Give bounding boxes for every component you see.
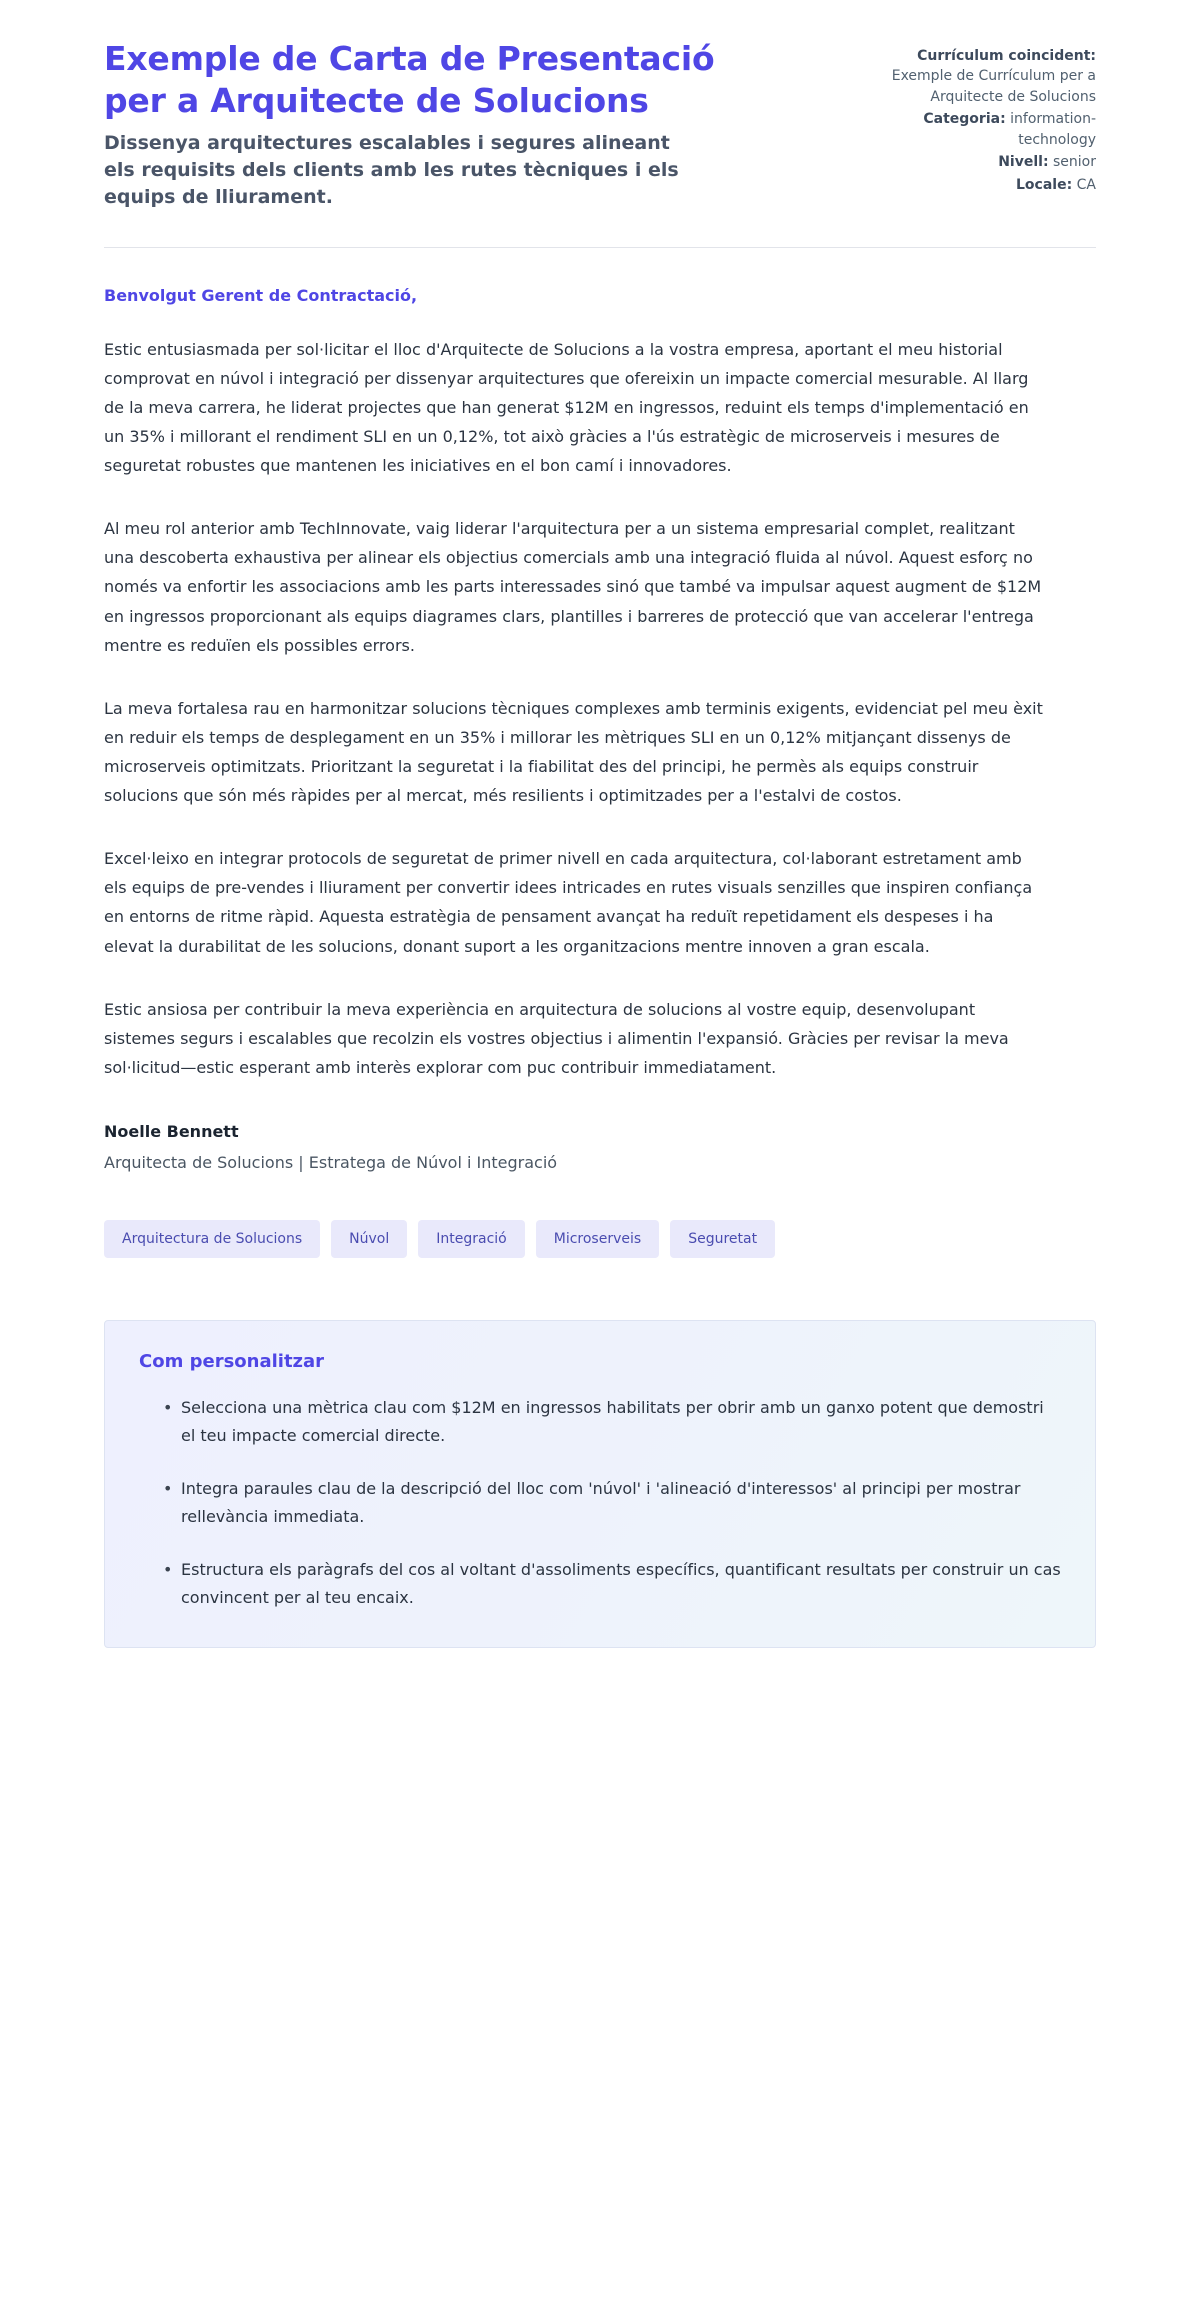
callout-tip-item: • Estructura els paràgrafs del cos al voltant d'assoliments específics, quantificant resultats per construir un cas convincent per al teu encaix. [163, 1556, 1061, 1613]
tag-list [104, 1220, 1096, 1258]
letter-salutation: Benvolgut Gerent de Contractació, [104, 285, 418, 305]
meta-level-label: Nivell: [998, 154, 1049, 171]
meta-matching-resume [846, 46, 1096, 107]
tag-item[interactable]: Microserveis [536, 1220, 659, 1258]
tag-item[interactable]: Núvol [331, 1220, 407, 1258]
letter-paragraph: Estic ansiosa per contribuir la meva experiència en arquitectura de solucions al vostre equip, desenvolupant sistemes segurs i escalables que recolzin els vostres objectius i alimentin l'expansió. Gràcies per revisar la meva sol·licitud—estic esperant amb interès explorar com puc contribuir immediatament. [104, 999, 1009, 1077]
document-header [104, 38, 1096, 211]
letter-paragraph: Al meu rol anterior amb TechInnovate, vaig liderar l'arquitectura per a un sistema empresarial complet, realitzant una descoberta exhaustiva per alinear els objectius comercials amb una integració fluida al núvol. Aquest esforç no només va enfortir les associacions amb les parts interessades sinó que també va impulsar aquest augment de $12M en ingressos proporcionant als equips diagrames clars, plantilles i barreres de protecció que van accelerar l'entrega mentre es reduïen els possibles errors. [104, 519, 1042, 655]
callout-tip-item: • Integra paraules clau de la descripció del lloc com 'núvol' i 'alineació d'interessos' al principi per mostrar rellevància immediata. [163, 1475, 1061, 1532]
meta-category [846, 109, 1096, 150]
meta-category-value: information-technology [1010, 111, 1096, 148]
letter-paragraph: La meva fortalesa rau en harmonitzar solucions tècniques complexes amb terminis exigents, evidenciat pel meu èxit en reduir els temps de desplegament en un 35% i millorar les mètriques SLI en un 0,12% mitjançant dissenys de microserveis optimitzats. Prioritzant la seguretat i la fiabilitat des del principi, he permès als equips construir solucions que són més ràpides per al mercat, més resilients i optimitzades per a l'estalvi de costos. [104, 698, 1043, 806]
meta-level-value: senior [1053, 154, 1096, 171]
page-subtitle: Dissenya arquitectures escalables i segures alineant els requisits dels clients amb les rutes tècniques i els equips de lliurament. [104, 131, 679, 208]
tag-item[interactable]: Seguretat [670, 1220, 775, 1258]
document-metadata [846, 38, 1096, 197]
meta-matching-resume-value: Exemple de Currículum per a Arquitecte de Solucions [891, 68, 1096, 105]
signature-name: Noelle Bennett [104, 1122, 239, 1142]
letter-signature [104, 1122, 1096, 1172]
how-to-customize-callout [104, 1320, 1096, 1648]
callout-tip-list [139, 1394, 1061, 1613]
tag-item[interactable]: Integració [418, 1220, 524, 1258]
cover-letter-body [104, 248, 1096, 1172]
letter-paragraph: Excel·leixo en integrar protocols de seguretat de primer nivell en cada arquitectura, col·laborant estretament amb els equips de pre-vendes i lliurament per convertir idees intricades en rutes visuals senzilles que inspiren confiança en entorns de ritme ràpid. Aquesta estratègia de pensament avançat ha reduït repetidament els despeses i ha elevat la durabilitat de les solucions, donant suport a les organitzacions mentre innoven a gran escala. [104, 849, 1033, 956]
letter-paragraph: Estic entusiasmada per sol·licitar el lloc d'Arquitecte de Solucions a la vostra empresa, aportant el meu historial comprovat en núvol i integració per dissenyar arquitectures que ofereixin un impacte comercial mesurable. Al llarg de la meva carrera, he liderat projectes que han generat $12M en ingressos, reduint els temps d'implementació en un 35% i millorant el rendiment SLI en un 0,12%, tot això gràcies a l'ús estratègic de microserveis i mesures de seguretat robustes que mantenen les iniciatives en el bon camí i innovadores. [104, 339, 1029, 476]
tag-item[interactable]: Arquitectura de Solucions [104, 1220, 320, 1258]
meta-category-label: Categoria: [923, 111, 1006, 128]
callout-tip-item: • Selecciona una mètrica clau com $12M en ingressos habilitats per obrir amb un ganxo potent que demostri el teu impacte comercial directe. [163, 1394, 1061, 1451]
page-title: Exemple de Carta de Presentació per a Arquitecte de Solucions [104, 39, 715, 120]
meta-matching-resume-label: Currículum coincident: [917, 48, 1096, 64]
meta-locale-value: CA [1076, 176, 1096, 193]
callout-title: Com personalitzar [139, 1351, 325, 1373]
meta-locale-label: Locale: [1016, 176, 1073, 193]
signature-role: Arquitecta de Solucions | Estratega de Núvol i Integració [104, 1153, 558, 1173]
meta-locale [846, 175, 1096, 195]
header-title-block [104, 38, 744, 211]
meta-level [846, 152, 1096, 172]
